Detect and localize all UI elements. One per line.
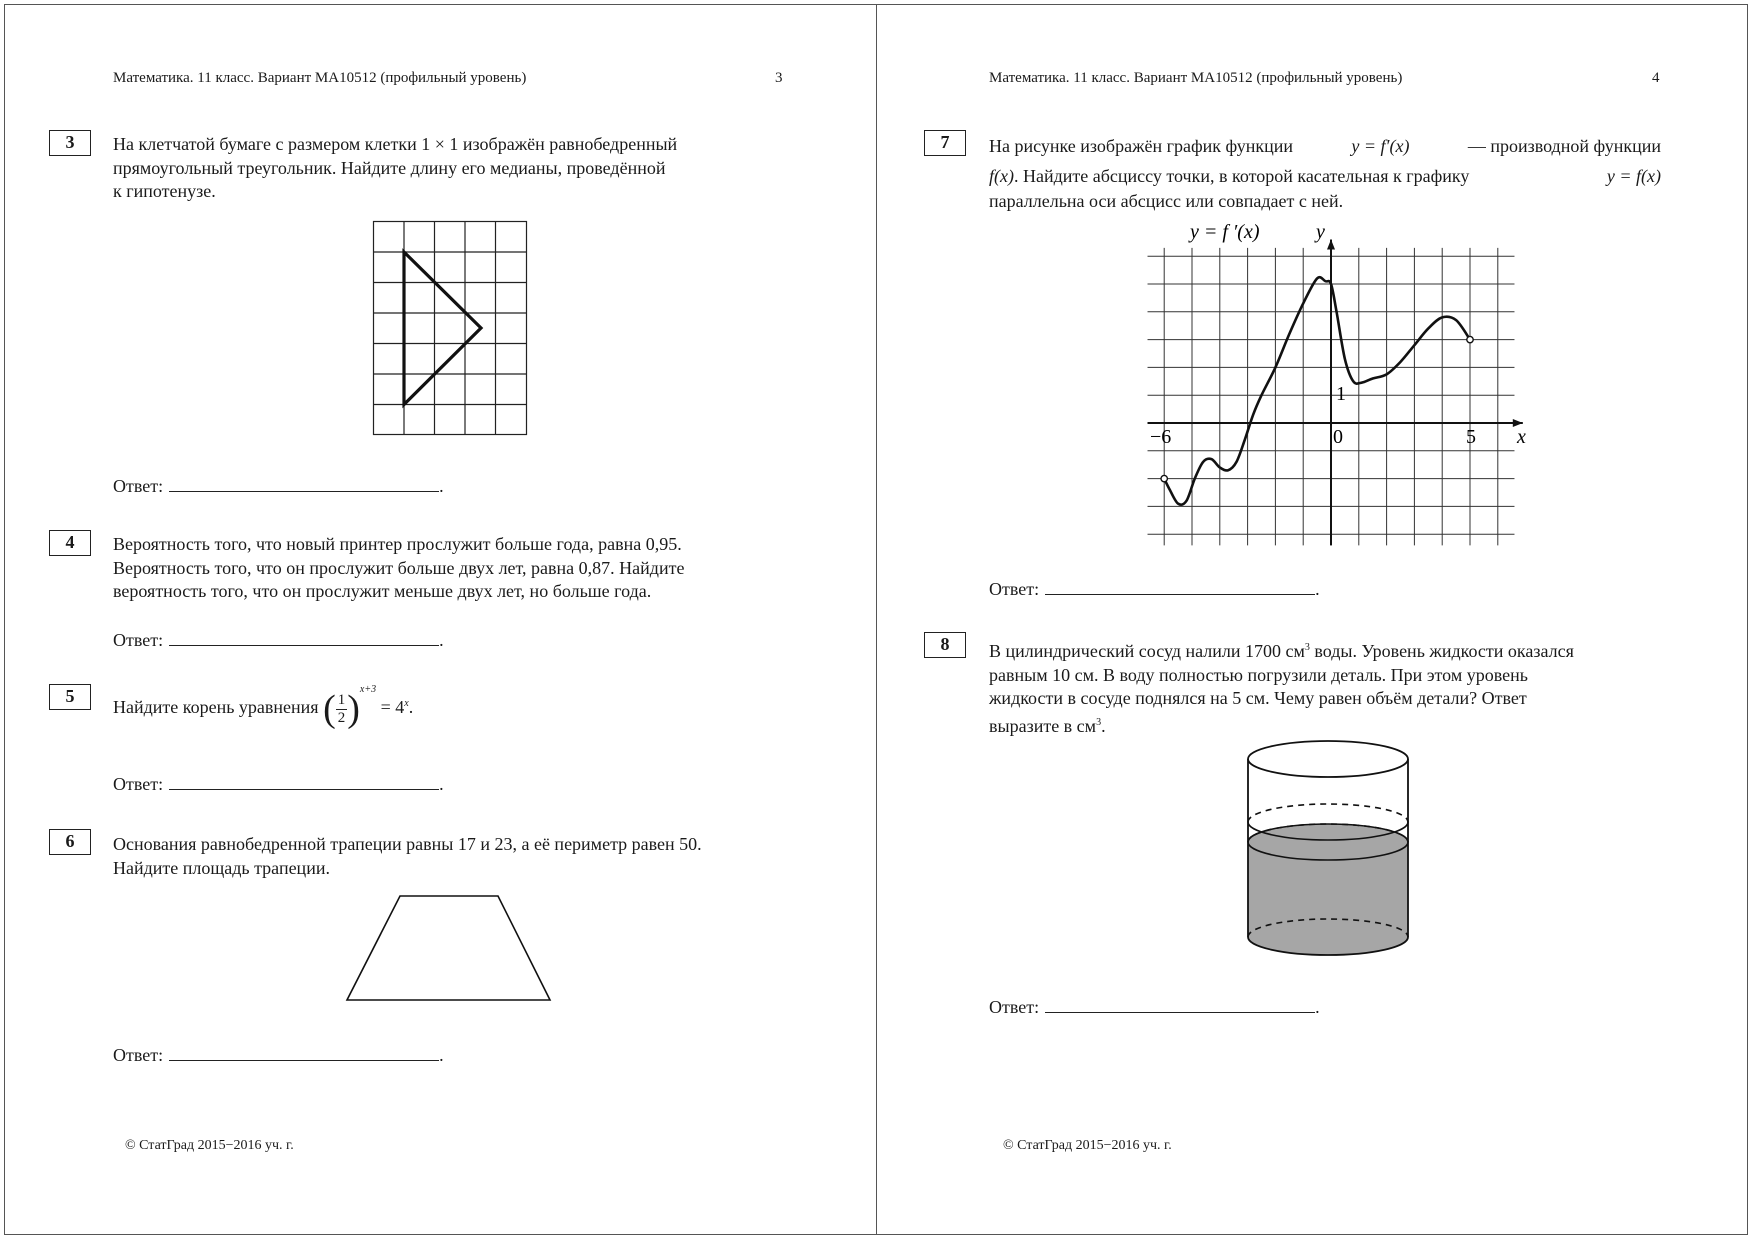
right-paren: ) xyxy=(347,688,360,730)
task-4-line-3: вероятность того, что он прослужит меньше двух лет, но больше года. xyxy=(113,581,652,601)
task-3-grid-figure xyxy=(372,220,528,436)
task-7-line-2 xyxy=(989,165,1661,189)
task-8-line-1a: В цилиндрический сосуд налили 1700 см xyxy=(989,641,1305,661)
task-7-answer xyxy=(989,578,1320,600)
tick-label-0: 0 xyxy=(1333,426,1343,448)
fraction-numerator: 1 xyxy=(337,691,346,708)
task-7-number: 7 xyxy=(924,130,966,156)
left-footer: © СтатГрад 2015−2016 уч. г. xyxy=(125,1138,294,1153)
answer-period: . xyxy=(1315,579,1320,599)
right-footer: © СтатГрад 2015−2016 уч. г. xyxy=(1003,1138,1172,1153)
task-4-text xyxy=(113,533,785,604)
task-8-period: . xyxy=(1101,715,1106,736)
graph-function-label: y = f ′(x) xyxy=(1190,221,1260,243)
tick-label-1: 1 xyxy=(1336,383,1346,405)
task-4-answer-field[interactable] xyxy=(169,629,439,646)
y-axis-label: y xyxy=(1316,221,1325,243)
task-7-function: f(x) xyxy=(989,165,1014,186)
task-3-line-3: к гипотенузе. xyxy=(113,181,216,201)
task-8-line-4 xyxy=(989,711,1661,739)
task-8-number: 8 xyxy=(924,632,966,658)
task-5-prefix: Найдите корень уравнения xyxy=(113,697,319,718)
task-7-line-3: параллельна оси абсцисс или совпадает с ней. xyxy=(989,191,1344,211)
task-7-answer-field[interactable] xyxy=(1045,578,1315,595)
cylinder-top-rim xyxy=(1248,741,1408,777)
open-endpoint-left xyxy=(1161,475,1167,481)
task-7-graph-function: y = f(x) xyxy=(1606,165,1661,186)
task-6-number: 6 xyxy=(49,829,91,855)
task-5-answer-field[interactable] xyxy=(169,773,439,790)
task-3-line-2: прямоугольный треугольник. Найдите длину его медианы, проведённой xyxy=(113,157,666,178)
x-axis-label: x xyxy=(1517,426,1526,448)
task-8-line-4a: выразите в см xyxy=(989,715,1097,736)
answer-period: . xyxy=(439,1045,444,1065)
task-3-answer xyxy=(113,475,444,497)
task-3-line-1: На клетчатой бумаге с размером клетки 1 × 1 изображён равнобедренный xyxy=(113,134,678,154)
task-7-line-1b: — производной функции xyxy=(1467,136,1661,156)
task-3-answer-field[interactable] xyxy=(169,475,439,492)
task-8-line-2: равным 10 см. В воду полностью погрузили деталь. При этом уровень xyxy=(989,664,1528,685)
initial-level-back xyxy=(1248,804,1408,822)
page-divider xyxy=(876,4,877,1235)
fraction xyxy=(336,692,348,727)
fraction-denominator: 2 xyxy=(337,709,346,726)
task-5-text xyxy=(113,684,613,730)
cm-cubed-sup-2: 3 xyxy=(1096,716,1102,728)
right-page-header: Математика. 11 класс. Вариант МА10512 (профильный уровень) xyxy=(989,70,1403,86)
task-7-derivative: y = f′(x) xyxy=(1351,136,1410,156)
task-5-number: 5 xyxy=(49,684,91,710)
task-7-line-1 xyxy=(989,135,1661,159)
raised-water-surface xyxy=(1248,824,1408,860)
answer-period: . xyxy=(439,774,444,794)
left-page-header: Математика. 11 класс. Вариант МА10512 (профильный уровень) xyxy=(113,70,527,86)
cm-cubed-sup: 3 xyxy=(1304,642,1310,653)
left-paren: ( xyxy=(323,688,336,730)
task-6-text xyxy=(113,833,785,880)
right-page-number: 4 xyxy=(1652,70,1660,86)
answer-label: Ответ: xyxy=(113,1045,164,1065)
task-8-answer xyxy=(989,996,1320,1018)
task-5-answer xyxy=(113,773,444,795)
rhs-exponent: x xyxy=(404,698,409,710)
task-6-line-2: Найдите площадь трапеции. xyxy=(113,857,330,878)
task-7-line-1a: На рисунке изображён график функции xyxy=(989,136,1294,156)
task-6-line-1: Основания равнобедренной трапеции равны 17 и 23, а её периметр равен 50. xyxy=(113,834,702,854)
answer-label: Ответ: xyxy=(989,997,1040,1017)
task-8-line-1b: воды. Уровень жидкости оказался xyxy=(1309,641,1574,661)
answer-period: . xyxy=(439,630,444,650)
task-4-line-2: Вероятность того, что он прослужит больше двух лет, равна 0,87. Найдите xyxy=(113,557,685,578)
task-6-answer-field[interactable] xyxy=(169,1044,439,1061)
answer-period: . xyxy=(1315,997,1320,1017)
cylinder-figure xyxy=(1238,738,1418,963)
isosceles-trapezoid xyxy=(347,896,550,1000)
trapezoid-figure xyxy=(340,890,556,1004)
task-7-text xyxy=(989,135,1661,214)
task-7-line-2a: . Найдите абсциссу точки, в которой касательная к графику xyxy=(1013,165,1470,186)
task-8-line-1 xyxy=(989,636,1661,664)
right-triangle xyxy=(404,252,481,405)
answer-label: Ответ: xyxy=(113,476,164,496)
open-endpoint-right xyxy=(1467,336,1473,342)
task-5-period: . xyxy=(408,697,414,718)
task-4-answer xyxy=(113,629,444,651)
grid-lines xyxy=(374,222,527,435)
task-3-text xyxy=(113,133,785,204)
tick-label-5: 5 xyxy=(1466,426,1476,448)
task-8-answer-field[interactable] xyxy=(1045,996,1315,1013)
task-4-number: 4 xyxy=(49,530,91,556)
task-6-answer xyxy=(113,1044,444,1066)
answer-label: Ответ: xyxy=(113,630,164,650)
task-3-number: 3 xyxy=(49,130,91,156)
answer-period: . xyxy=(439,476,444,496)
equation-rhs: = 4 xyxy=(380,697,405,718)
task-8-text xyxy=(989,636,1661,738)
task-4-line-1: Вероятность того, что новый принтер прослужит больше года, равна 0,95. xyxy=(113,534,682,554)
left-page-number: 3 xyxy=(775,70,783,86)
exponent: x+3 xyxy=(359,684,377,696)
task-8-line-3: жидкости в сосуде поднялся на 5 см. Чему равен объём детали? Ответ xyxy=(989,688,1527,708)
tick-label-neg6: −6 xyxy=(1150,426,1172,448)
answer-label: Ответ: xyxy=(113,774,164,794)
derivative-graph xyxy=(1100,215,1530,555)
answer-label: Ответ: xyxy=(989,579,1040,599)
y-axis-arrow xyxy=(1327,240,1335,250)
